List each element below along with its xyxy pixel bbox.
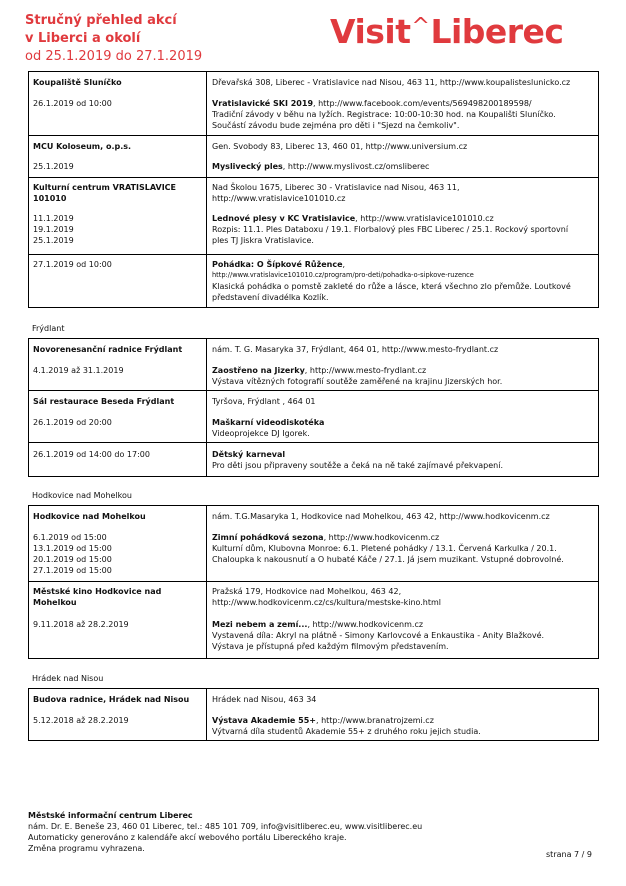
venue-name: Sál restaurace Beseda Frýdlant bbox=[33, 397, 175, 406]
venue-name: Městské kino Hodkovice nad Mohelkou bbox=[33, 587, 162, 607]
venue-address: Dřevařská 308, Liberec - Vratislavice nad Nisou, 463 11, http://www.koupalisteslunicko.cz bbox=[212, 78, 571, 87]
event-entry bbox=[212, 161, 597, 172]
venue-name: Hodkovice nad Mohelkou bbox=[33, 512, 146, 521]
event-entry bbox=[212, 365, 597, 387]
event-desc: Součástí závodu bude zejména pro děti i "Sjezd na čemkoliv". bbox=[212, 121, 460, 130]
document-title bbox=[25, 12, 285, 66]
event-date: 27.1.2019 od 10:00 bbox=[33, 260, 112, 269]
event-entry bbox=[212, 619, 597, 652]
footer-contact: nám. Dr. E. Beneše 23, 460 01 Liberec, tel.: 485 101 709, info@visitliberec.eu, www.visitliberec.eu bbox=[28, 822, 423, 831]
event-desc: Rozpis: 11.1. Ples Databoxu / 19.1. Florbalový ples FBC Liberec / 25.1. Rockový sportovní bbox=[212, 225, 569, 234]
section-label-frydlant: Frýdlant bbox=[32, 324, 65, 333]
event-desc: Výtvarná díla studentů Akademie 55+ z druhého roku jejich studia. bbox=[212, 727, 481, 736]
footer-org: Městské informační centrum Liberec bbox=[28, 811, 193, 820]
event-link: , bbox=[342, 260, 346, 269]
venue-address: Hrádek nad Nisou, 463 34 bbox=[212, 695, 317, 704]
footer bbox=[28, 810, 422, 854]
event-title: Myslivecký ples bbox=[212, 162, 283, 171]
event-desc: Výstava vítězných fotografií soutěže zaměřené na krajinu Jizerských hor. bbox=[212, 377, 503, 386]
venue-name: Kulturní centrum VRATISLAVICE 101010 bbox=[33, 183, 176, 203]
section-label-hodkovice: Hodkovice nad Mohelkou bbox=[32, 491, 132, 500]
event-title: Dětský karneval bbox=[212, 450, 286, 459]
title-line-2: v Liberci a okolí bbox=[25, 31, 141, 46]
event-title: Zimní pohádková sezona bbox=[212, 533, 324, 542]
event-title: Zaostřeno na Jizerky bbox=[212, 366, 305, 375]
event-entry bbox=[212, 417, 597, 439]
venue-name: Budova radnice, Hrádek nad Nisou bbox=[33, 695, 190, 704]
event-desc: Tradiční závody v běhu na lyžích. Registrace: 10:00-10:30 hod. na Koupališti Sluníčko. bbox=[212, 110, 556, 119]
footer-note: Automaticky generováno z kalendáře akcí webového portálu Libereckého kraje. bbox=[28, 833, 347, 842]
footer-note: Změna programu vyhrazena. bbox=[28, 844, 145, 853]
hradek-events-table bbox=[28, 688, 599, 741]
venue-address: Pražská 179, Hodkovice nad Mohelkou, 463 42, http://www.hodkovicenm.cz/cs/kultura/mestske-kino.html bbox=[212, 587, 442, 607]
title-line-1: Stručný přehled akcí bbox=[25, 13, 177, 28]
venue-address: Tyršova, Frýdlant , 464 01 bbox=[212, 397, 316, 406]
event-link[interactable]: , http://www.myslivost.cz/omsliberec bbox=[282, 162, 430, 171]
event-link[interactable]: http://www.vratislavice101010.cz/program/pro-deti/pohadka-o-sipkove-ruzence bbox=[212, 271, 474, 279]
event-desc: představení divadélka Kozlík. bbox=[212, 293, 329, 302]
event-link[interactable]: , http://www.hodkovicenm.cz bbox=[323, 533, 440, 542]
event-date: 25.1.2019 bbox=[33, 162, 74, 171]
event-desc: Výstava je přístupná před každým filmovým představením. bbox=[212, 642, 449, 651]
event-link[interactable]: , http://www.facebook.com/events/569498200189598/ bbox=[313, 99, 532, 108]
date-range: od 25.1.2019 do 27.1.2019 bbox=[25, 49, 203, 64]
visitliberec-logo: Visit^Liberec bbox=[330, 12, 564, 51]
venue-address: Nad Školou 1675, Liberec 30 - Vratislavice nad Nisou, 463 11, http://www.vratislavice101010.cz bbox=[212, 183, 460, 203]
event-desc: ples TJ Jiskra Vratislavice. bbox=[212, 236, 314, 245]
event-date: 9.11.2018 až 28.2.2019 bbox=[33, 620, 129, 629]
event-link[interactable]: , http://www.mesto-frydlant.cz bbox=[304, 366, 427, 375]
frydlant-events-table bbox=[28, 338, 599, 477]
venue-name: MCU Koloseum, o.p.s. bbox=[33, 142, 132, 151]
event-link[interactable]: , http://www.hodkovicenm.cz bbox=[307, 620, 424, 629]
event-entry bbox=[212, 213, 597, 246]
event-entry bbox=[212, 715, 597, 737]
venue-name: Koupaliště Sluníčko bbox=[33, 78, 122, 87]
section-label-hradek: Hrádek nad Nisou bbox=[32, 674, 104, 683]
event-title: Pohádka: O Šípkové Růžence bbox=[212, 260, 343, 269]
event-desc: Klasická pohádka o pomstě zakleté do růže a lásce, která všechno zlo přemůže. Loutkové bbox=[212, 282, 571, 291]
event-entry bbox=[212, 259, 597, 303]
event-link[interactable]: , http://www.vratislavice101010.cz bbox=[355, 214, 494, 223]
event-desc: Chaloupka k nakousnutí a O hubaté Káče / 27.1. Já jsem muzikant. Vstupné dobrovolné. bbox=[212, 555, 564, 564]
venue-address: Gen. Svobody 83, Liberec 13, 460 01, http://www.universium.cz bbox=[212, 142, 468, 151]
page-number: strana 7 / 9 bbox=[546, 850, 592, 859]
event-title: Výstava Akademie 55+ bbox=[212, 716, 316, 725]
event-title: Lednové plesy v KC Vratislavice bbox=[212, 214, 356, 223]
event-link[interactable]: , http://www.branatrojzemi.cz bbox=[315, 716, 434, 725]
event-date: 11.1.2019 19.1.2019 25.1.2019 bbox=[33, 214, 74, 245]
venue-name: Novorenesanční radnice Frýdlant bbox=[33, 345, 183, 354]
liberec-events-table bbox=[28, 71, 599, 308]
event-desc: Videoprojekce DJ Igorek. bbox=[212, 429, 310, 438]
event-title: Vratislavické SKI 2019 bbox=[212, 99, 314, 108]
event-date: 6.1.2019 od 15:00 13.1.2019 od 15:00 20.1.2019 od 15:00 27.1.2019 od 15:00 bbox=[33, 533, 112, 575]
event-desc: Pro děti jsou připraveny soutěže a čeká na ně také zajímavé překvapení. bbox=[212, 461, 504, 470]
event-title: Mezi nebem a zemí... bbox=[212, 620, 308, 629]
hodkovice-events-table bbox=[28, 505, 599, 659]
venue-address: nám. T.G.Masaryka 1, Hodkovice nad Mohelkou, 463 42, http://www.hodkovicenm.cz bbox=[212, 512, 550, 521]
event-date: 26.1.2019 od 20:00 bbox=[33, 418, 112, 427]
event-date: 26.1.2019 od 10:00 bbox=[33, 99, 112, 108]
event-title: Maškarní videodiskotéka bbox=[212, 418, 325, 427]
event-entry bbox=[212, 532, 597, 565]
event-date: 5.12.2018 až 28.2.2019 bbox=[33, 716, 129, 725]
event-desc: Vystavená díla: Akryl na plátně - Simony Karlovcové a Enkaustika - Anity Blažkové. bbox=[212, 631, 545, 640]
venue-address: nám. T. G. Masaryka 37, Frýdlant, 464 01, http://www.mesto-frydlant.cz bbox=[212, 345, 499, 354]
event-entry bbox=[212, 449, 597, 471]
event-entry bbox=[212, 98, 597, 131]
event-desc: Kulturní dům, Klubovna Monroe: 6.1. Pletené pohádky / 13.1. Červená Karkulka / 20.1. bbox=[212, 544, 557, 553]
event-date: 26.1.2019 od 14:00 do 17:00 bbox=[33, 450, 150, 459]
event-date: 4.1.2019 až 31.1.2019 bbox=[33, 366, 124, 375]
